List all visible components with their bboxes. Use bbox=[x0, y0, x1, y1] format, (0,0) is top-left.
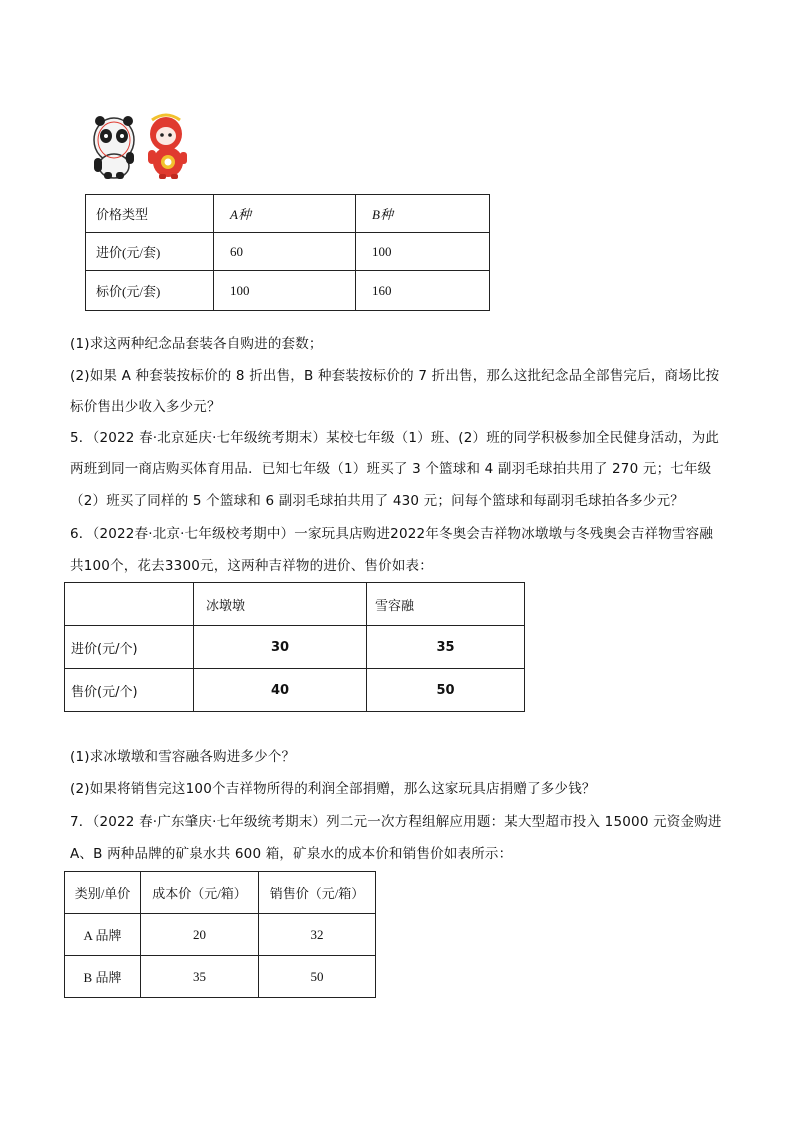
q5-line1: 5．（2022 春·北京延庆·七年级统考期末）某校七年级（1）班、(2）班的同学积极参加全民健身活动，为此 bbox=[70, 430, 720, 446]
table-cell: B种 bbox=[356, 195, 490, 233]
table-cell: 35 bbox=[367, 626, 525, 669]
q4-part1: (1)求这两种纪念品套装各自购进的套数； bbox=[70, 336, 323, 352]
q6-part2: (2)如果将销售完这100个吉祥物所得的利润全部捐赠，那么这家玩具店捐赠了多少钱？ bbox=[70, 781, 596, 797]
table-cell: 进价(元/个) bbox=[65, 626, 194, 669]
table-cell: 进价(元/套) bbox=[86, 233, 214, 271]
table-cell: A 品牌 bbox=[65, 914, 141, 956]
q4-part2-line1: (2)如果 A 种套装按标价的 8 折出售，B 种套装按标价的 7 折出售，那么这批纪念品全部售完后，商场比按 bbox=[70, 368, 720, 384]
water-price-table bbox=[64, 871, 376, 998]
table-cell: 销售价（元/箱） bbox=[259, 872, 376, 914]
table-row bbox=[65, 669, 525, 712]
table-cell: 20 bbox=[141, 914, 259, 956]
table-cell: A种 bbox=[214, 195, 356, 233]
table-row bbox=[65, 956, 376, 998]
table-cell: 价格类型 bbox=[86, 195, 214, 233]
table-header-row bbox=[65, 583, 525, 626]
table-cell: 标价(元/套) bbox=[86, 271, 214, 311]
q5-line3: （2）班买了同样的 5 个篮球和 6 副羽毛球拍共用了 430 元；问每个篮球和每副羽毛球拍各多少元？ bbox=[70, 493, 684, 509]
table-cell: 类别/单价 bbox=[65, 872, 141, 914]
q6-line1: 6．（2022春·北京·七年级校考期中）一家玩具店购进2022年冬奥会吉祥物冰墩墩与冬残奥会吉祥物雪容融 bbox=[70, 526, 714, 542]
table-cell bbox=[65, 583, 194, 626]
panda-mascot-icon bbox=[94, 116, 134, 179]
table-cell: 160 bbox=[356, 271, 490, 311]
table-cell: 售价(元/个) bbox=[65, 669, 194, 712]
q5-line2: 两班到同一商店购买体育用品．已知七年级（1）班买了 3 个篮球和 4 副羽毛球拍共用了 270 元；七年级 bbox=[70, 461, 712, 477]
table-row bbox=[86, 271, 490, 311]
price-table-1 bbox=[85, 194, 490, 311]
mascot-price-table bbox=[64, 582, 525, 712]
q7-line1: 7．（2022 春·广东肇庆·七年级统考期末）列二元一次方程组解应用题：某大型超市投入 15000 元资金购进 bbox=[70, 814, 722, 830]
table-header-row bbox=[65, 872, 376, 914]
table-cell: 32 bbox=[259, 914, 376, 956]
mascots-image bbox=[88, 112, 198, 180]
table-cell: 50 bbox=[259, 956, 376, 998]
table-cell: 50 bbox=[367, 669, 525, 712]
table-cell: 30 bbox=[194, 626, 367, 669]
table-row bbox=[86, 233, 490, 271]
table-cell: 100 bbox=[214, 271, 356, 311]
table-cell: 100 bbox=[356, 233, 490, 271]
table-cell: 雪容融 bbox=[367, 583, 525, 626]
table-cell: 冰墩墩 bbox=[194, 583, 367, 626]
q6-part1: (1)求冰墩墩和雪容融各购进多少个？ bbox=[70, 749, 296, 765]
table-header-row bbox=[86, 195, 490, 233]
table-cell: 成本价（元/箱） bbox=[141, 872, 259, 914]
table-cell: 60 bbox=[214, 233, 356, 271]
q7-line2: A、B 两种品牌的矿泉水共 600 箱，矿泉水的成本价和销售价如表所示： bbox=[70, 846, 513, 862]
table-cell: 35 bbox=[141, 956, 259, 998]
q4-part2-line2: 标价售出少收入多少元？ bbox=[70, 399, 221, 415]
lantern-mascot-icon bbox=[148, 115, 187, 179]
table-row bbox=[65, 626, 525, 669]
q6-line2: 共100个，花去3300元，这两种吉祥物的进价、售价如表： bbox=[70, 558, 433, 574]
table-row bbox=[65, 914, 376, 956]
table-cell: 40 bbox=[194, 669, 367, 712]
table-cell: B 品牌 bbox=[65, 956, 141, 998]
